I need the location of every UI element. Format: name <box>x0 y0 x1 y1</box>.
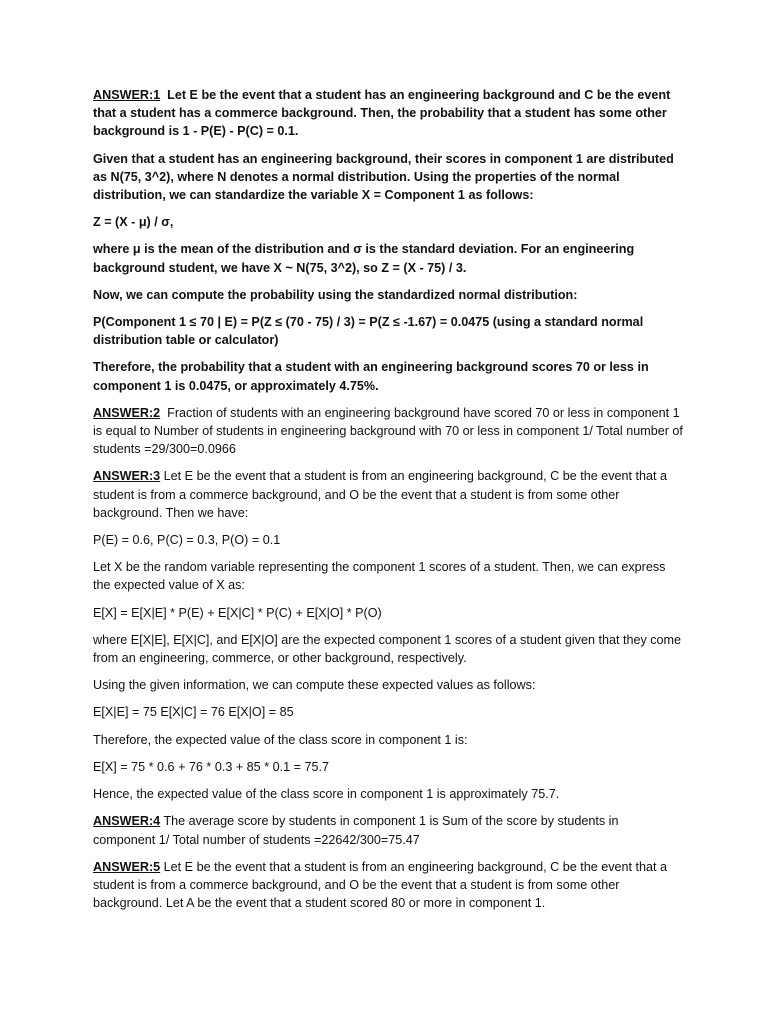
answer-2-label: ANSWER:2 <box>93 405 161 420</box>
answer-5-text: Let E be the event that a student is from an engineering background, C be the event that a student is from a commerce background, and O be the event that a student is from some other background. Let A be the event that a student scored 80 or more in component 1. <box>93 859 671 911</box>
answer-4-text: The average score by students in component 1 is Sum of the score by students in component 1/ Total number of students =22642/300=75.47 <box>93 814 622 847</box>
answer-3-therefore: Therefore, the expected value of the class score in component 1 is: <box>93 732 468 747</box>
answer-3-expected-formula: E[X] = E[X|E] * P(E) + E[X|C] * P(C) + E[X|O] * P(O) <box>93 605 382 620</box>
answer-1-conclusion: Therefore, the probability that a student with an engineering background scores 70 or less in component 1 is 0.0475, or approximately 4.75%. <box>93 360 649 393</box>
answer-1-compute-intro: Now, we can compute the probability using the standardized normal distribution: <box>93 287 578 302</box>
answer-3-conclusion: Hence, the expected value of the class score in component 1 is approximately 75.7. <box>93 787 560 802</box>
answer-1-probability-calc: P(Component 1 ≤ 70 | E) = P(Z ≤ (70 - 75) / 3) = P(Z ≤ -1.67) = 0.0475 (using a standard normal distribution table or calculator) <box>93 315 644 348</box>
answer-2-paragraph <box>93 404 687 459</box>
answer-2-text: Fraction of students with an engineering background have scored 70 or less in component 1 is equal to Number of students in engineering background with 70 or less in component 1/ Total number of students =29/300=0.0966 <box>93 405 687 457</box>
answer-3-random-variable: Let X be the random variable representing the component 1 scores of a student. Then, we can express the expected value of X as: <box>93 560 666 593</box>
answer-5-label: ANSWER:5 <box>93 859 161 874</box>
answer-1-normal-distribution: Given that a student has an engineering background, their scores in component 1 are distributed as N(75, 3^2), where N denotes a normal distribution. Using the properties of the normal distribution, we can standardize the variable X = Component 1 as follows: <box>93 151 674 203</box>
answer-3-probabilities: P(E) = 0.6, P(C) = 0.3, P(O) = 0.1 <box>93 533 281 548</box>
answer-5-paragraph <box>93 858 683 913</box>
answer-1-intro <box>93 86 683 141</box>
answer-3-where-clause: where E[X|E], E[X|C], and E[X|O] are the expected component 1 scores of a student given that they come from an engineering, commerce, or other background, respectively. <box>93 632 682 666</box>
answer-1-label: ANSWER:1 <box>93 88 161 102</box>
answer-3-expected-values: E[X|E] = 75 E[X|C] = 76 E[X|O] = 85 <box>93 705 294 720</box>
answer-1-text: Let E be the event that a student has an engineering background and C be the event that a student has a commerce background. Then, the probability that a student has some other background is 1 - P(E) - P(C) = 0.1. <box>93 88 674 139</box>
answer-4-paragraph <box>93 812 683 848</box>
document-page <box>93 86 687 921</box>
answer-4-label: ANSWER:4 <box>93 814 161 829</box>
answer-3-compute-intro: Using the given information, we can compute these expected values as follows: <box>93 678 536 693</box>
answer-3-label: ANSWER:3 <box>93 469 161 484</box>
answer-3-text: Let E be the event that a student is from an engineering background, C be the event that a student is from a commerce background, and O be the event that a student is from some other background. Then we have: <box>93 469 671 520</box>
answer-1-z-formula: Z = (X - μ) / σ, <box>93 215 174 230</box>
answer-1-definitions: where μ is the mean of the distribution and σ is the standard deviation. For an engineering background student, we have X ~ N(75, 3^2), so Z = (X - 75) / 3. <box>93 242 635 275</box>
answer-3-intro <box>93 467 683 522</box>
answer-3-final-calc: E[X] = 75 * 0.6 + 76 * 0.3 + 85 * 0.1 = 75.7 <box>93 759 329 774</box>
